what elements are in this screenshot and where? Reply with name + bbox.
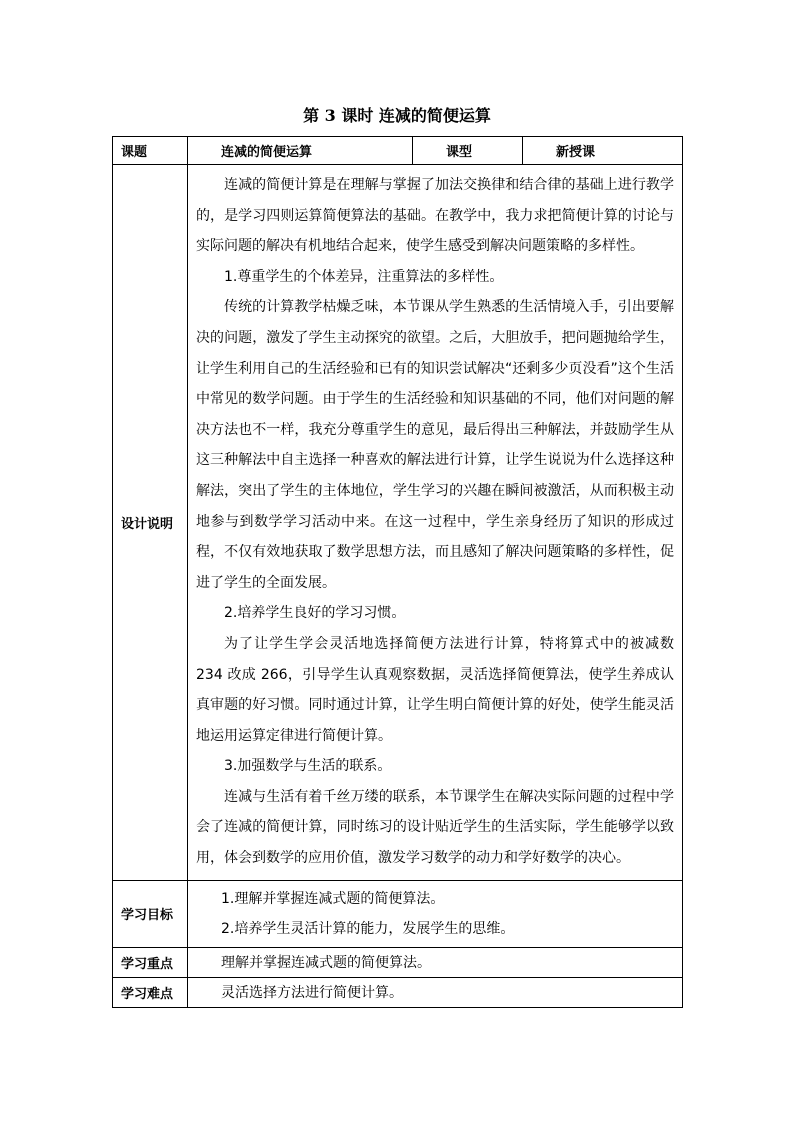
type-label: 课型: [413, 137, 523, 165]
design-paragraph: 连减与生活有着千丝万缕的联系，本节课学生在解决实际问题的过程中学会了连减的简便计算，同时练习的设计贴近学生的生活实际，学生能够学以致用，体会到数学的应用价值，激发学习数学的动力和学好数学的决心。: [196, 788, 674, 867]
key-point-row: [113, 947, 683, 977]
design-paragraph: 1.尊重学生的个体差异，注重算法的多样性。: [224, 268, 504, 285]
design-paragraph: 3.加强数学与生活的联系。: [224, 758, 392, 775]
page-title: 第 3 课时 连减的简便运算: [303, 106, 491, 125]
key-point-label: 学习重点: [113, 947, 188, 977]
design-paragraph: 连减的简便计算是在理解与掌握了加法交换律和结合律的基础上进行教学的，是学习四则运算简便算法的基础。在教学中，我力求把简便计算的讨论与实际问题的解决有机地结合起来，使学生感受到解决问题策略的多样性。: [196, 177, 674, 255]
goal-item: 2.培养学生灵活计算的能力，发展学生的思维。: [221, 920, 515, 937]
lesson-plan-table: [112, 136, 683, 1008]
key-point-value: 理解并掌握连减式题的简便算法。: [188, 947, 683, 977]
topic-label: 课题: [113, 137, 188, 165]
difficulty-row: [113, 977, 683, 1007]
design-content: [188, 165, 683, 881]
goals-row: [113, 880, 683, 947]
design-paragraph: 2.培养学生良好的学习习惯。: [224, 605, 406, 622]
header-row: [113, 137, 683, 165]
goals-label: 学习目标: [113, 880, 188, 947]
design-paragraph: 为了让学生学会灵活地选择简便方法进行计算，特将算式中的被减数 234 改成 266，引导学生认真观察数据，灵活选择简便算法，使学生养成认真审题的好习惯。同时通过计算，让学生明白简便计算的好处，使学生能灵活地运用运算定律进行简便计算。: [196, 635, 674, 744]
goals-content: [188, 880, 683, 947]
goal-item: 1.理解并掌握连减式题的简便算法。: [221, 890, 445, 907]
difficulty-label: 学习难点: [113, 977, 188, 1007]
type-value: 新授课: [523, 137, 683, 165]
difficulty-value: 灵活选择方法进行简便计算。: [188, 977, 683, 1007]
design-paragraph: 传统的计算教学枯燥乏味，本节课从学生熟悉的生活情境入手，引出要解决的问题，激发了学生主动探究的欲望。之后，大胆放手，把问题抛给学生，让学生利用自己的生活经验和已有的知识尝试解决“还剩多少页没看”这个生活中常见的数学问题。由于学生的生活经验和知识基础的不同，他们对问题的解决方法也不一样，我充分尊重学生的意见，最后得出三种解法，并鼓励学生从这三种解法中自主选择一种喜欢的解法进行计算，让学生说说为什么选择这种解法，突出了学生的主体地位，学生学习的兴趣在瞬间被激活，从而积极主动地参与到数学学习活动中来。在这一过程中，学生亲身经历了知识的形成过程，不仅有效地获取了数学思想方法，而且感知了解决问题策略的多样性，促进了学生的全面发展。: [196, 299, 674, 591]
topic-value: 连减的简便运算: [188, 137, 413, 165]
design-label: 设计说明: [113, 165, 188, 881]
design-row: [113, 165, 683, 881]
